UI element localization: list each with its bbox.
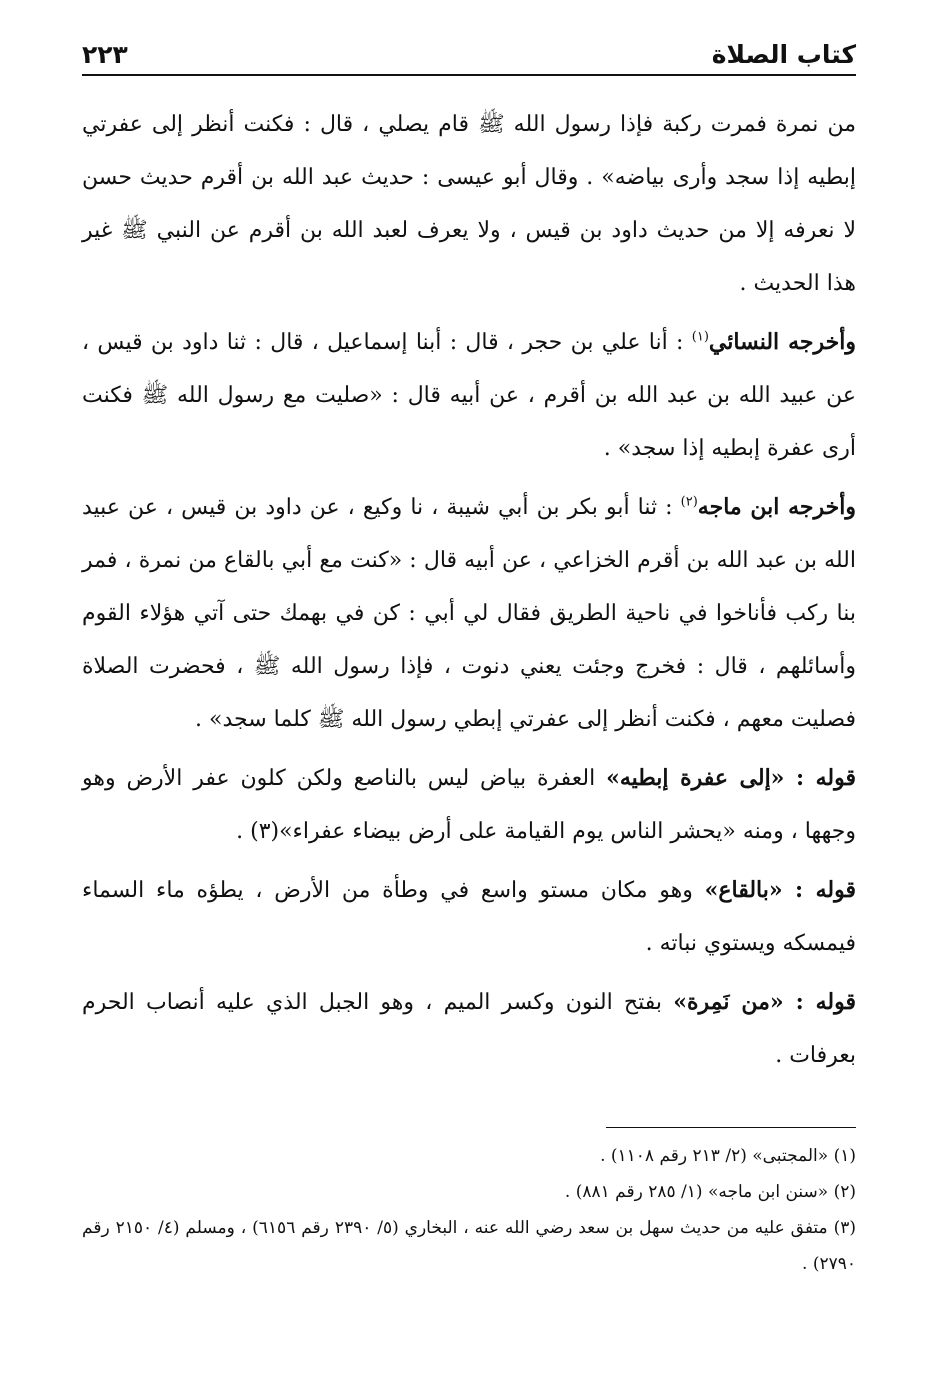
paragraph-text: بفتح النون وكسر الميم ، وهو الجبل الذي عليه أنصاب الحرم بعرفات . xyxy=(82,990,856,1068)
footnote-divider xyxy=(606,1127,856,1128)
paragraph-lead: قوله : «بالقاع» xyxy=(704,877,856,903)
paragraph-lead: قوله : «إلى عفرة إبطيه» xyxy=(606,765,856,791)
page-number: ٢٢٣ xyxy=(82,39,128,69)
paragraph-text: العفرة بياض ليس بالناصع ولكن كلون عفر الأرض وهو وجهها ، ومنه «يحشر الناس يوم القيامة على أرض بيضاء عفراء»(٣) . xyxy=(82,766,856,844)
page-header xyxy=(82,34,856,76)
chapter-title: كتاب الصلاة xyxy=(711,39,856,69)
paragraph-lead: وأخرجه النسائي xyxy=(708,329,856,355)
paragraph xyxy=(82,976,856,1082)
footnote: (٣) متفق عليه من حديث سهل بن سعد رضي الله عنه ، البخاري (٥/ ٢٣٩٠ رقم ٦١٥٦) ، ومسلم (٤/ ٢١٥٠ رقم ٢٧٩٠) . xyxy=(82,1218,856,1274)
footnote-ref: (٢) xyxy=(680,494,698,510)
main-text xyxy=(82,98,856,1088)
footnotes xyxy=(82,1138,856,1282)
paragraph xyxy=(82,752,856,858)
footnote: (١) «المجتبى» (٢/ ٢١٣ رقم ١١٠٨) . xyxy=(600,1146,856,1166)
footnote-ref: (١) xyxy=(691,329,709,345)
paragraph-text: : ثنا أبو بكر بن أبي شيبة ، نا وكيع ، عن داود بن قيس ، عن عبيد الله بن عبد الله بن أقرم الخزاعي ، عن أبيه قال : «كنت مع أبي بالقاع من نمرة ، فمر بنا ركب فأناخوا في ناحية الطريق فقال لي أبي : كن في بهمك حتى آتي هؤلاء القوم وأسائلهم ، قال : فخرج وجئت يعني دنوت ، فإذا رسول الله ﷺ ، فحضرت الصلاة فصليت معهم ، فكنت أنظر إلى عفرتي إبطي رسول الله ﷺ كلما سجد» . xyxy=(82,495,856,732)
paragraph xyxy=(82,864,856,970)
paragraph-text: : أنا علي بن حجر ، قال : أبنا إسماعيل ، قال : ثنا داود بن قيس ، عن عبيد الله بن عبد الله بن أقرم ، عن أبيه قال : «صليت مع رسول الله ﷺ فكنت أرى عفرة إبطيه إذا سجد» . xyxy=(82,330,856,461)
paragraph xyxy=(82,98,856,310)
footnote: (٢) «سنن ابن ماجه» (١/ ٢٨٥ رقم ٨٨١) . xyxy=(564,1182,856,1202)
paragraph-text: وهو مكان مستو واسع في وطأة من الأرض ، يطؤه ماء السماء فيمسكه ويستوي نباته . xyxy=(82,878,856,956)
paragraph-lead: وأخرجه ابن ماجه xyxy=(697,494,856,520)
paragraph xyxy=(82,316,856,475)
paragraph-lead: قوله : «من نَمِرة» xyxy=(673,989,856,1015)
paragraph-text: من نمرة فمرت ركبة فإذا رسول الله ﷺ قام يصلي ، قال : فكنت أنظر إلى عفرتي إبطيه إذا سجد وأرى بياضه» . وقال أبو عيسى : حديث عبد الله بن أقرم حديث حسن لا نعرفه إلا من حديث داود بن قيس ، ولا يعرف لعبد الله بن أقرم عن النبي ﷺ غير هذا الحديث . xyxy=(82,112,856,296)
paragraph xyxy=(82,481,856,746)
